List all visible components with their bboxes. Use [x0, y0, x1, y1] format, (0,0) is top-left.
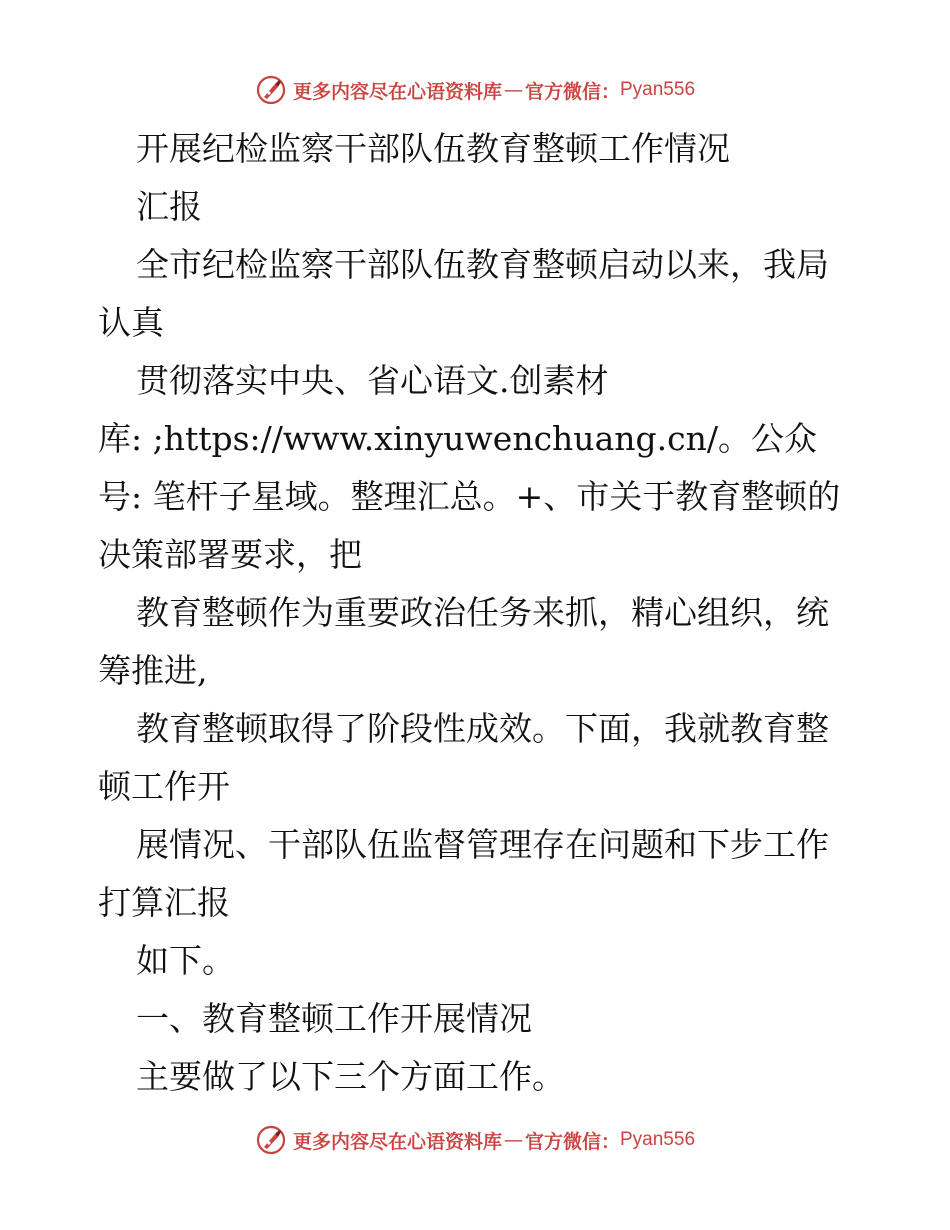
- document-title-line-2: 汇报: [136, 187, 202, 226]
- pen-nib-icon: [255, 1124, 287, 1156]
- watermark-wechat-label: 官方微信：: [524, 80, 620, 103]
- paragraph-line: 教育整顿作为重要政治任务来抓，精心组织，统筹推进,: [98, 593, 829, 690]
- watermark-brand: 更多内容尽在心语资料库: [292, 80, 502, 103]
- paragraph-line: 展情况、干部队伍监督管理存在问题和下步工作打算汇报: [98, 825, 829, 922]
- document-title-line-1: 开展纪检监察干部队伍教育整顿工作情况: [136, 129, 730, 168]
- watermark-wechat-label: 官方微信：: [524, 1130, 620, 1153]
- section-heading: 一、教育整顿工作开展情况: [136, 999, 532, 1038]
- paragraph-line: 主要做了以下三个方面工作。: [136, 1057, 565, 1096]
- watermark-brand: 更多内容尽在心语资料库: [292, 1130, 502, 1153]
- document-body: [98, 120, 858, 1106]
- watermark-header: [0, 70, 950, 110]
- watermark-wechat-id: Pyan556: [620, 1129, 696, 1150]
- paragraph-line: 库: ;https://www.xinyuwenchuang.cn/。公众号: 笔杆子星域。整理汇总。+、市关于教育整顿的决策部署要求，把: [98, 419, 841, 574]
- watermark-wechat-id: Pyan556: [620, 79, 696, 100]
- watermark-separator: —: [503, 1129, 523, 1151]
- watermark-separator: —: [503, 79, 523, 101]
- paragraph-line: 贯彻落实中央、省心语文.创素材: [136, 361, 609, 400]
- paragraph-line: 如下。: [136, 941, 235, 980]
- pen-nib-icon: [255, 74, 287, 106]
- paragraph-line: 全市纪检监察干部队伍教育整顿启动以来，我局认真: [98, 245, 829, 342]
- paragraph-line: 教育整顿取得了阶段性成效。下面，我就教育整顿工作开: [98, 709, 829, 806]
- watermark-footer: [0, 1120, 950, 1160]
